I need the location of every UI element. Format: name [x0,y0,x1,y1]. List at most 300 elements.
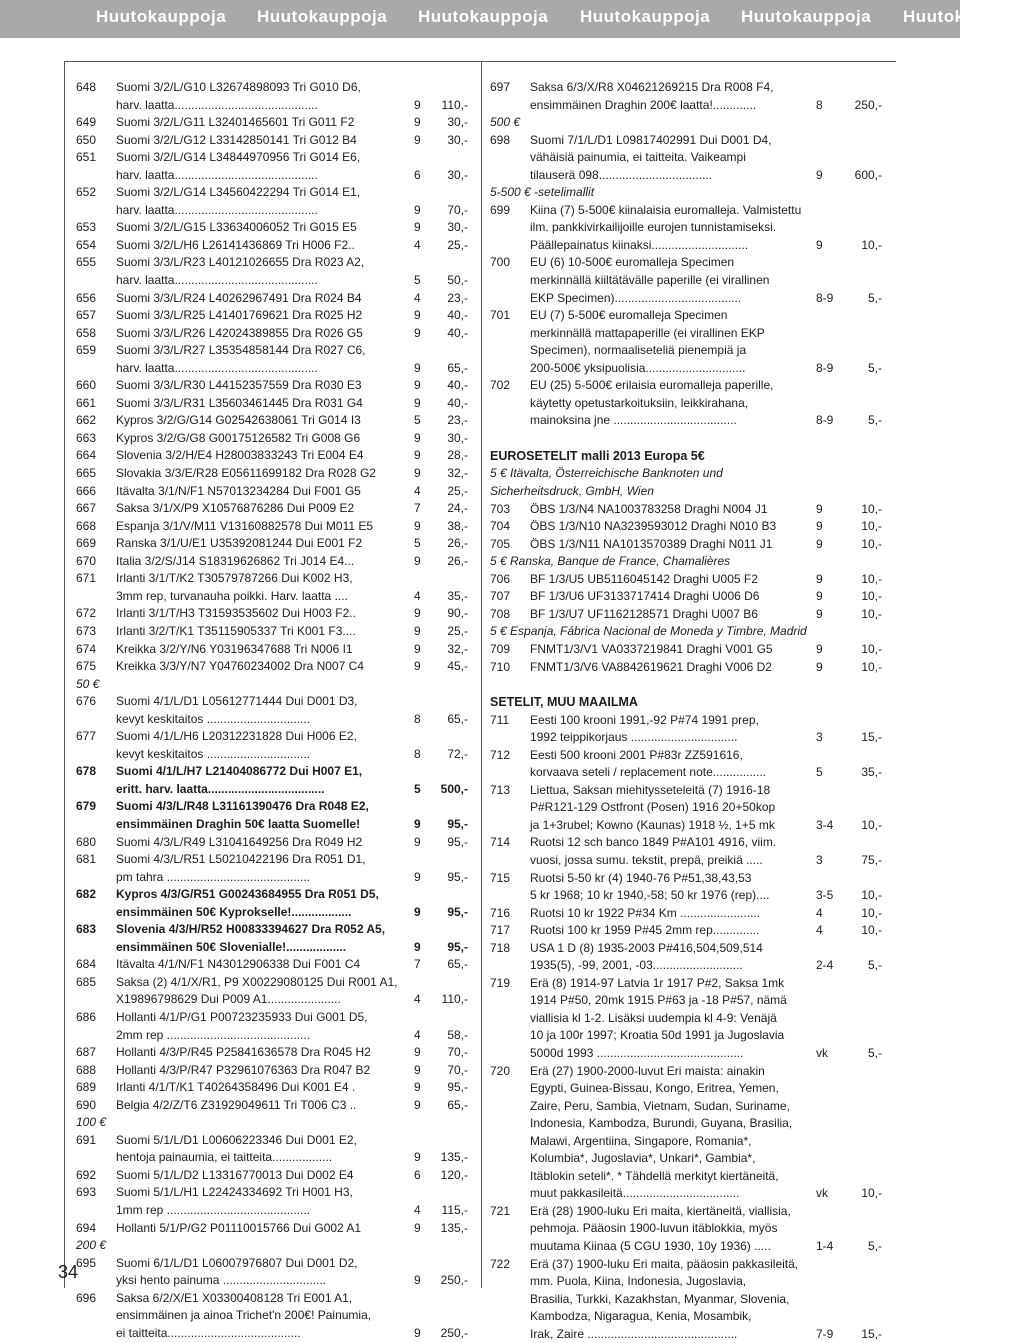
lot-number: 652 [76,185,97,200]
lot-grade: 9 [414,816,421,831]
lot-description: mainoksina jne ..................................... [530,413,737,428]
lot-price: 10,- [861,237,882,252]
lot-row [76,658,468,676]
lot-row [490,501,882,519]
lot-grade: 9 [414,1273,421,1288]
lot-description: Hollanti 4/3/P/R45 P25841636578 Dra R045 H2 [116,1045,371,1060]
lot-description: Suomi 4/3/L/R51 L50210422196 Dra R051 D1, [116,852,366,867]
lot-number: 694 [76,1220,97,1235]
lot-description: 1935(5), -99, 2001, -03........................... [530,958,743,973]
lot-number: 720 [490,1063,511,1078]
lot-price: 110,- [441,97,468,112]
lot-row [76,1255,468,1290]
lot-grade: 9 [414,378,421,393]
lot-number: 709 [490,641,511,656]
lot-description: Irlanti 4/1/T/K1 T40264358496 Dui K001 E4 . [116,1080,356,1095]
lot-grade: 9 [816,536,823,551]
lot-price: 26,- [447,536,468,551]
lot-description: harv. laatta........................................... [116,167,318,182]
denomination-subheading: 5 € Itävalta, Österreichische Banknoten und [490,466,723,481]
lot-description: Suomi 6/1/L/D1 L06007976807 Dui D001 D2, [116,1255,358,1270]
lot-grade: 8-9 [816,360,834,375]
lot-number: 671 [76,571,97,586]
lot-row [490,747,882,782]
lot-number: 684 [76,957,97,972]
lot-price: 250,- [440,1273,468,1288]
lot-grade: 4 [816,905,823,920]
lot-number: 702 [490,378,511,393]
lot-row [76,921,468,956]
lot-description: Suomi 3/3/L/R27 L35354858144 Dra R027 C6, [116,343,366,358]
lot-description: Saksa 3/1/X/P9 X10576876286 Dui P009 E2 [116,501,355,516]
lot-grade: 5 [414,273,421,288]
lot-row [76,500,468,518]
lot-row [76,1132,468,1167]
lot-price: 95,- [447,816,468,831]
lot-price: 40,- [447,395,468,410]
lot-row [490,536,882,554]
lot-grade: 4 [414,1203,421,1217]
lot-grade: 7-9 [816,1326,834,1341]
denomination-subheading: 200 € [76,1238,107,1253]
lot-row [490,870,882,905]
lot-description: Italia 3/2/S/J14 S18319626862 Tri J014 E4... [116,553,355,568]
lot-row [490,940,882,975]
lot-number: 650 [76,132,97,147]
header-word: Huutokauppoja [96,7,227,26]
lot-row [76,290,468,308]
lot-description: Suomi 3/2/L/G10 L32674898093 Tri G010 D6, [116,80,361,94]
lot-price: 70,- [447,1045,468,1060]
lot-number: 669 [76,536,97,551]
lot-price: 58,- [447,1027,468,1042]
lot-number: 679 [76,799,97,814]
lot-price: 23,- [447,413,468,428]
lot-number: 710 [490,659,511,674]
lot-grade: 9 [414,1220,421,1235]
lot-price: 65,- [447,360,468,375]
denomination-subheading: 500 € [490,115,521,130]
lot-description: Kambodza, Nigaragua, Kenia, Mosambik, [530,1309,752,1324]
lot-grade: 9 [816,659,823,674]
header-word: Huutokauppoja [580,7,711,26]
lot-number: 677 [76,729,97,744]
lot-grade: 9 [414,132,421,147]
lot-description: Kypros 3/2/G/G14 G02542638061 Tri G014 I3 [116,413,361,428]
lot-grade: 9 [816,606,823,621]
lot-description: Ruotsi 100 kr 1959 P#45 2mm rep.............. [530,923,760,938]
lot-number: 667 [76,501,97,516]
lot-description: Ruotsi 12 sch banco 1849 P#A101 4916, viim. [530,835,777,850]
lot-number: 701 [490,308,511,323]
lot-grade: 9 [414,97,421,112]
lot-description: mm. Puola, Kiina, Indonesia, Jugoslavia, [530,1274,747,1289]
header-word: Huutokauppoja [257,7,388,26]
spacer [490,676,882,694]
lot-number: 716 [490,905,511,920]
lot-row [76,518,468,536]
lot-grade: 5 [414,413,421,428]
lot-number: 649 [76,115,97,130]
lot-description: ensimmäinen 50€ Slovenialle!.................. [116,939,347,954]
lot-row [490,659,882,677]
lot-row [76,412,468,430]
lot-row [76,1079,468,1097]
lot-number: 655 [76,255,97,270]
lot-description: Suomi 4/3/L/R48 L31161390476 Dra R048 E2, [116,799,369,814]
lot-number: 683 [76,922,97,937]
lot-number: 712 [490,747,511,762]
lot-price: 50,- [447,273,468,288]
lot-grade: 9 [414,623,421,638]
lot-number: 697 [490,80,511,94]
lot-grade: 9 [816,167,823,182]
lot-description: Slovenia 4/3/H/R52 H00833394627 Dra R052 A5, [116,922,386,937]
lot-grade: vk [816,1186,828,1201]
lot-number: 696 [76,1290,97,1305]
lot-description: Suomi 3/3/L/R30 L44152357559 Dra R030 E3 [116,378,362,393]
lot-grade: 7 [414,501,421,516]
lot-description: Erä (27) 1900-2000-luvut Eri maista: ainakin [530,1063,765,1078]
lot-row [490,588,882,606]
lot-row [76,395,468,413]
lot-number: 672 [76,606,97,621]
lot-number: 674 [76,641,97,656]
lot-grade: 9 [414,1062,421,1077]
lot-description: harv. laatta........................................... [116,360,318,375]
lot-description: Suomi 3/2/L/G11 L32401465601 Tri G011 F2 [116,115,355,130]
lot-grade: 4 [414,237,421,252]
lot-price: 70,- [447,1062,468,1077]
lot-row [76,1184,468,1219]
lot-description: Suomi 5/1/L/D2 L13316770013 Dui D002 E4 [116,1167,354,1182]
lot-row [76,377,468,395]
lot-price: 45,- [447,659,468,674]
lot-number: 715 [490,870,511,885]
lot-price: 23,- [447,290,468,305]
lot-description: ensimmäinen Draghin 200€ laatta!............. [530,97,757,112]
lot-description: Suomi 5/1/L/H1 L22424334692 Tri H001 H3, [116,1185,353,1200]
denomination-subheading: 5 € Ranska, Banque de France, Chamalières [490,554,731,569]
lot-description: Suomi 7/1/L/D1 L09817402991 Dui D001 D4, [530,132,772,147]
lot-row [76,1044,468,1062]
lot-description: Päällepainatus kiinaksi............................. [530,237,749,252]
lot-number: 721 [490,1203,511,1218]
lot-price: 30,- [447,167,468,182]
lot-description: harv. laatta........................................... [116,273,318,288]
lot-row [490,922,882,940]
lot-number: 665 [76,466,97,481]
lot-description: Hollanti 4/1/P/G1 P00723235933 Dui G001 D5, [116,1009,368,1024]
lot-description: ja 1+3rubel; Kowno (Kaunas) 1918 ½, 1+5 mk [530,817,775,832]
lot-description: ensimmäinen 50€ Kyprokselle!.................. [116,904,352,919]
lot-row [76,1097,468,1115]
page-number: 34 [58,1262,79,1282]
lot-description: kevyt keskitaitos ............................... [116,711,311,726]
lot-description: Itävalta 4/1/N/F1 N43012906338 Dui F001 C4 [116,957,361,972]
lot-row [76,79,468,114]
lot-row [76,956,468,974]
lot-row [490,377,882,430]
lot-price: 32,- [447,641,468,656]
lot-grade: 9 [414,202,421,217]
lot-row [76,623,468,641]
lot-row [76,1009,468,1044]
lot-number: 718 [490,940,511,955]
lot-row [490,1063,882,1203]
lot-grade: 4 [414,1027,421,1042]
lot-row [490,202,882,255]
lot-description: tilauserä 098.................................. [530,167,713,182]
lot-grade: 9 [414,1080,421,1095]
lot-price: 10,- [861,606,882,621]
denomination-subheading: 5 € Espanja, Fábrica Nacional de Moneda y Timbre, Madrid [490,624,807,639]
lot-row [76,254,468,289]
lot-price: 5,- [867,958,882,973]
lot-price: 30,- [447,430,468,445]
lot-grade: 9 [414,1150,421,1165]
lot-grade: 9 [816,571,823,586]
lot-price: 10,- [861,817,882,832]
lot-description: pehmoja. Pääosin 1900-luvun itäblokkia, myös [530,1221,778,1236]
lot-description: Espanja 3/1/V/M11 V13160882578 Dui M011 E5 [116,518,374,533]
lot-description: Itäblokin seteli*. * Tähdellä merkityt kiertäneitä, [530,1168,779,1183]
lot-description: Liettua, Saksan miehitysseteleitä (7) 1916-18 [530,782,771,797]
lot-number: 703 [490,501,511,516]
lot-price: 5,- [867,360,882,375]
lot-number: 708 [490,606,511,621]
lot-number: 663 [76,430,97,445]
lot-row [490,132,882,185]
lot-price: 65,- [447,1097,468,1112]
lot-row [76,641,468,659]
lot-row [76,237,468,255]
lot-description: Suomi 3/2/L/G14 L34844970956 Tri G014 E6, [116,150,361,165]
lot-price: 10,- [861,905,882,920]
lot-row [76,605,468,623]
denomination-subheading: 50 € [76,676,100,691]
lot-description: Suomi 3/3/L/R31 L35603461445 Dra R031 G4 [116,395,363,410]
lot-price: 10,- [861,536,882,551]
lot-description: 3mm rep, turvanauha poikki. Harv. laatta .... [116,588,348,603]
lot-price: 110,- [441,992,468,1007]
lot-description: käytetty opetustarkoituksiin, leikkirahana, [530,395,749,410]
lot-description: Suomi 4/1/L/H7 L21404086772 Dui H007 E1, [116,764,363,779]
lot-price: 250,- [854,97,882,112]
lot-row [76,535,468,553]
lot-row [490,606,882,624]
lot-description: merkinnällä mattapaperille (ei virallinen EKP [530,325,765,340]
lot-number: 686 [76,1009,97,1024]
lot-description: ei taitteita........................................ [116,1325,301,1340]
lot-grade: 9 [414,466,421,481]
lot-description: Erä (28) 1900-luku Eri maita, kiertäneitä, viallisia, [530,1203,791,1218]
lot-price: 5,- [867,1239,882,1254]
lot-description: Kolumbia*, Jugoslavia*, Unkari*, Gambia*, [530,1151,756,1166]
lot-grade: 9 [414,430,421,445]
lot-grade: 9 [414,659,421,674]
lot-grade: 9 [414,606,421,621]
lot-number: 653 [76,220,97,235]
lot-grade: 9 [816,519,823,534]
lot-grade: 9 [414,834,421,849]
lot-description: vähäisiä painumia, ei taitteita. Vaikeampi [530,150,746,165]
lot-description: FNMT1/3/V1 VA0337219841 Draghi V001 G5 [530,641,773,656]
lot-description: Ranska 3/1/U/E1 U35392081244 Dui E001 F2 [116,536,363,551]
lot-grade: 9 [414,360,421,375]
lot-grade: 4 [414,290,421,305]
lot-row [76,342,468,377]
lot-row [76,149,468,184]
lot-grade: 9 [816,589,823,604]
lot-grade: 9 [414,308,421,323]
lot-price: 40,- [447,325,468,340]
lot-grade: 9 [816,501,823,516]
header-word: Huutokauppoja [418,7,549,26]
lot-description: Hollanti 4/3/P/R47 P32961076363 Dra R047 B2 [116,1062,371,1077]
lot-row [76,184,468,219]
lot-grade: 8-9 [816,413,834,428]
lot-description: Itävalta 3/1/N/F1 N57013234284 Dui F001 G5 [116,483,361,498]
lot-description: Zaire, Peru, Sambia, Vietnam, Sudan, Suriname, [530,1098,790,1113]
lot-description: ilm. pankkivirkailijoille eurojen tunnistamiseksi. [530,220,777,235]
lot-description: 2mm rep ........................................... [116,1027,311,1042]
lot-description: BF 1/3/U7 UF1162128571 Draghi U007 B6 [530,606,758,621]
lot-price: 10,- [861,641,882,656]
lot-row [76,483,468,501]
lot-row [490,254,882,307]
lot-price: 75,- [861,852,882,867]
lot-row [490,782,882,835]
lot-description: Saksa (2) 4/1/X/R1, P9 X00229080125 Dui R001 A1, [116,974,398,989]
lot-number: 648 [76,80,97,94]
lot-price: 15,- [861,730,882,745]
lot-grade: vk [816,1045,828,1060]
lot-number: 711 [490,712,510,727]
lot-number: 705 [490,536,511,551]
spacer [490,430,882,448]
lot-description: Suomi 4/1/L/H6 L20312231828 Dui H006 E2, [116,729,357,744]
lot-price: 500,- [440,781,468,796]
lot-description: Erä (8) 1914-97 Latvia 1r 1917 P#2, Saksa 1mk [530,975,785,990]
lot-number: 682 [76,887,97,902]
lot-description: ÖBS 1/3/N11 NA1013570389 Draghi N011 J1 [530,536,773,551]
lot-description: EU (6) 10-500€ euromalleja Specimen [530,255,735,270]
lot-number: 691 [76,1132,97,1147]
lot-grade: 9 [414,1045,421,1060]
lot-description: korvaava seteli / replacement note................ [530,765,767,780]
lot-price: 5,- [867,413,882,428]
lot-description: Ruotsi 10 kr 1922 P#34 Km ........................ [530,905,761,920]
lot-number: 680 [76,834,97,849]
lot-description: Eesti 500 krooni 2001 P#83r ZZ591616, [530,747,743,762]
lot-grade: 4 [414,588,421,603]
lot-row [76,798,468,833]
lot-description: muut pakkasileitä................................... [530,1186,740,1201]
lot-grade: 3-5 [816,888,834,903]
lot-row [490,712,882,747]
lot-description: pm tahra ........................................... [116,869,311,884]
lot-grade: 9 [414,1097,421,1112]
lot-row [490,307,882,377]
lot-number: 689 [76,1080,97,1095]
lot-grade: 9 [414,115,421,130]
lot-description: Saksa 6/2/X/E1 X03300408128 Tri E001 A1, [116,1290,353,1305]
lot-description: EKP Specimen)...................................... [530,290,742,305]
lot-grade: 9 [414,448,421,463]
lot-grade: 3-4 [816,817,834,832]
lot-description: Eesti 100 krooni 1991,-92 P#74 1991 prep, [530,712,759,727]
lot-number: 654 [76,237,97,252]
lot-grade: 2-4 [816,958,834,973]
lot-row [76,851,468,886]
lot-number: 675 [76,659,97,674]
lot-grade: 9 [414,904,421,919]
lot-description: Kiina (7) 5-500€ kiinalaisia euromalleja. Valmistettu [530,202,802,217]
lot-number: 687 [76,1045,97,1060]
column-divider [481,61,482,1288]
lot-description: 5 kr 1968; 10 kr 1940,-58; 50 kr 1976 (rep).... [530,888,770,903]
lot-number: 690 [76,1097,97,1112]
lot-price: 40,- [447,378,468,393]
lot-price: 95,- [447,939,468,954]
lot-grade: 3 [816,730,823,745]
lot-number: 719 [490,975,511,990]
lot-price: 95,- [447,1080,468,1095]
lot-description: X19896798629 Dui P009 A1...................... [116,992,341,1007]
lot-description: FNMT1/3/V6 VA8842619621 Draghi V006 D2 [530,659,772,674]
lot-description: Suomi 3/2/L/G12 L33142850141 Tri G012 B4 [116,132,357,147]
section-title: SETELIT, MUU MAAILMA [490,695,638,710]
lot-grade: 9 [414,1325,421,1340]
lot-description: Belgia 4/2/Z/T6 Z31929049611 Tri T006 C3 .. [116,1097,357,1112]
lot-row [490,1203,882,1256]
lot-number: 713 [490,782,511,797]
lot-grade: 9 [414,553,421,568]
lot-row [76,728,468,763]
lot-price: 120,- [440,1167,468,1182]
lot-description: eritt. harv. laatta................................... [116,781,325,796]
denomination-subheading: Sicherheitsdruck, GmbH, Wien [490,484,654,499]
lot-row [76,1062,468,1080]
lot-row [76,834,468,852]
lot-number: 656 [76,290,97,305]
lot-description: BF 1/3/U5 UB5116045142 Draghi U005 F2 [530,571,758,586]
lot-price: 10,- [861,888,882,903]
lot-price: 35,- [447,588,468,603]
lot-grade: 8 [816,97,823,112]
lot-description: Suomi 4/3/L/R49 L31041649256 Dra R049 H2 [116,834,363,849]
lot-description: harv. laatta........................................... [116,97,318,112]
lot-price: 65,- [447,711,468,726]
lot-number: 717 [490,923,511,938]
right-column [490,79,882,1343]
lot-price: 10,- [861,501,882,516]
lot-description: 1mm rep ........................................... [116,1203,311,1217]
lot-description: P#R121-129 Ostfront (Posen) 1916 20+50kop [530,800,776,815]
lot-number: 664 [76,448,97,463]
lot-number: 678 [76,764,97,779]
lot-row [76,693,468,728]
lot-price: 10,- [861,923,882,938]
lot-grade: 5 [414,536,421,551]
lot-description: 5000d 1993 ............................................ [530,1045,744,1060]
lot-price: 10,- [861,589,882,604]
lot-row [76,1220,468,1238]
lot-price: 15,- [861,1326,882,1341]
lot-price: 135,- [440,1150,468,1165]
lot-price: 10,- [861,571,882,586]
